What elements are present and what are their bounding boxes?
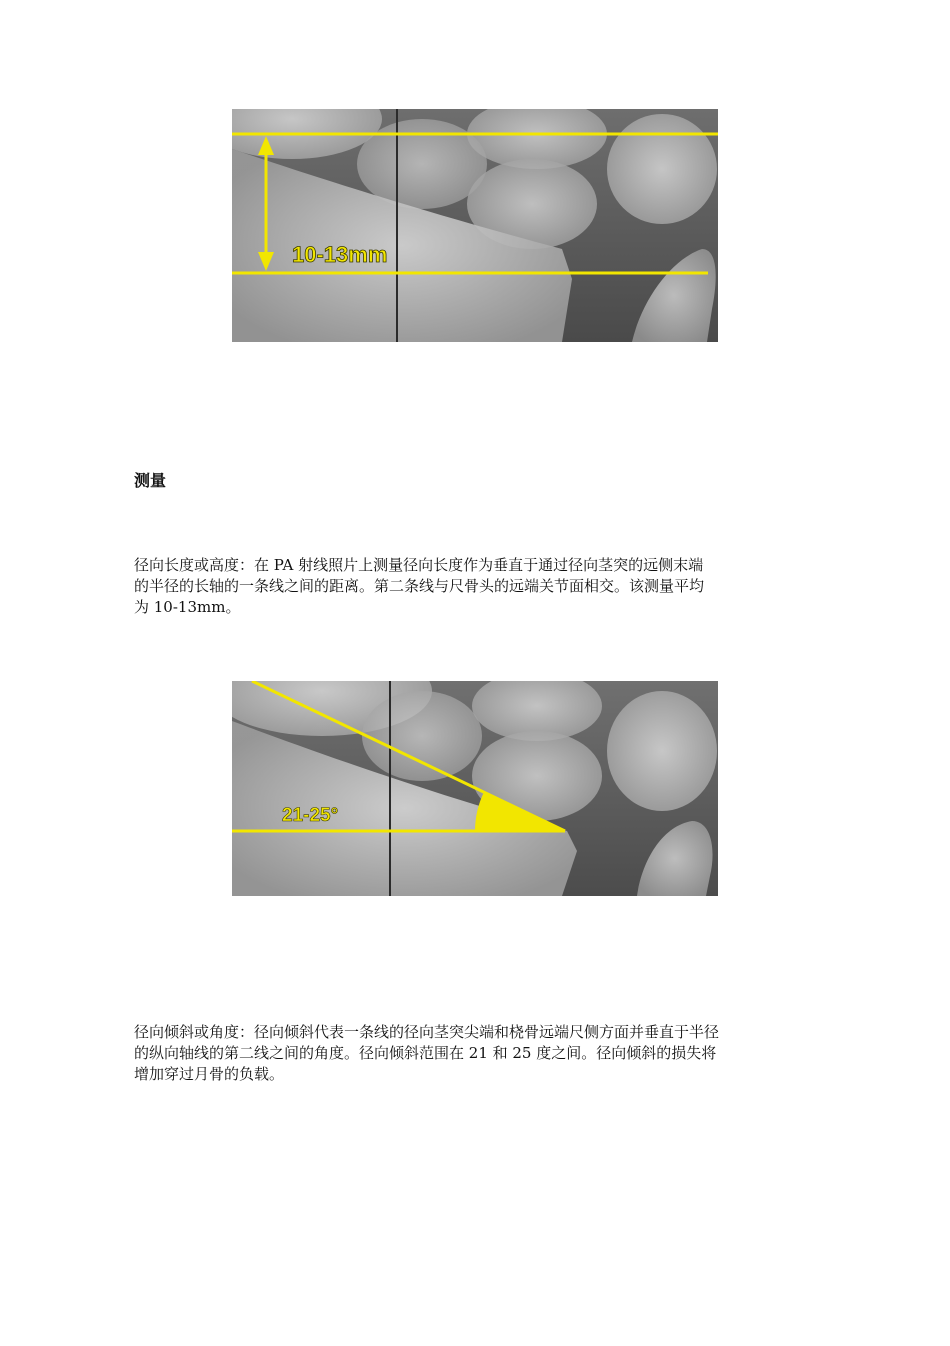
radial-inclination-paragraph — [134, 1022, 824, 1085]
radial-inclination-xray-illustration — [232, 681, 718, 896]
radial-length-label: 10-13mm — [292, 242, 388, 267]
paragraph-line: 的纵向轴线的第二线之间的角度。径向倾斜范围在 21 和 25 度之间。径向倾斜的损失将 — [134, 1044, 717, 1062]
paragraph-line: 径向长度或高度：在 PA 射线照片上测量径向长度作为垂直于通过径向茎突的远侧末端 — [134, 556, 704, 574]
paragraph-line: 径向倾斜或角度：径向倾斜代表一条线的径向茎突尖端和桡骨远端尺侧方面并垂直于半径 — [134, 1023, 720, 1041]
paragraph-line: 增加穿过月骨的负载。 — [134, 1065, 285, 1083]
section-heading: 测量 — [134, 471, 167, 490]
radial-length-xray-figure — [232, 109, 718, 342]
radial-length-xray-illustration — [232, 109, 718, 342]
radial-length-paragraph — [134, 555, 824, 618]
paragraph-line: 的半径的长轴的一条线之间的距离。第二条线与尺骨头的远端关节面相交。该测量平均 — [134, 577, 705, 595]
paragraph-line: 为 10-13mm。 — [134, 598, 241, 616]
radial-inclination-xray-figure — [232, 681, 718, 896]
radial-inclination-label: 21-25° — [282, 805, 339, 826]
